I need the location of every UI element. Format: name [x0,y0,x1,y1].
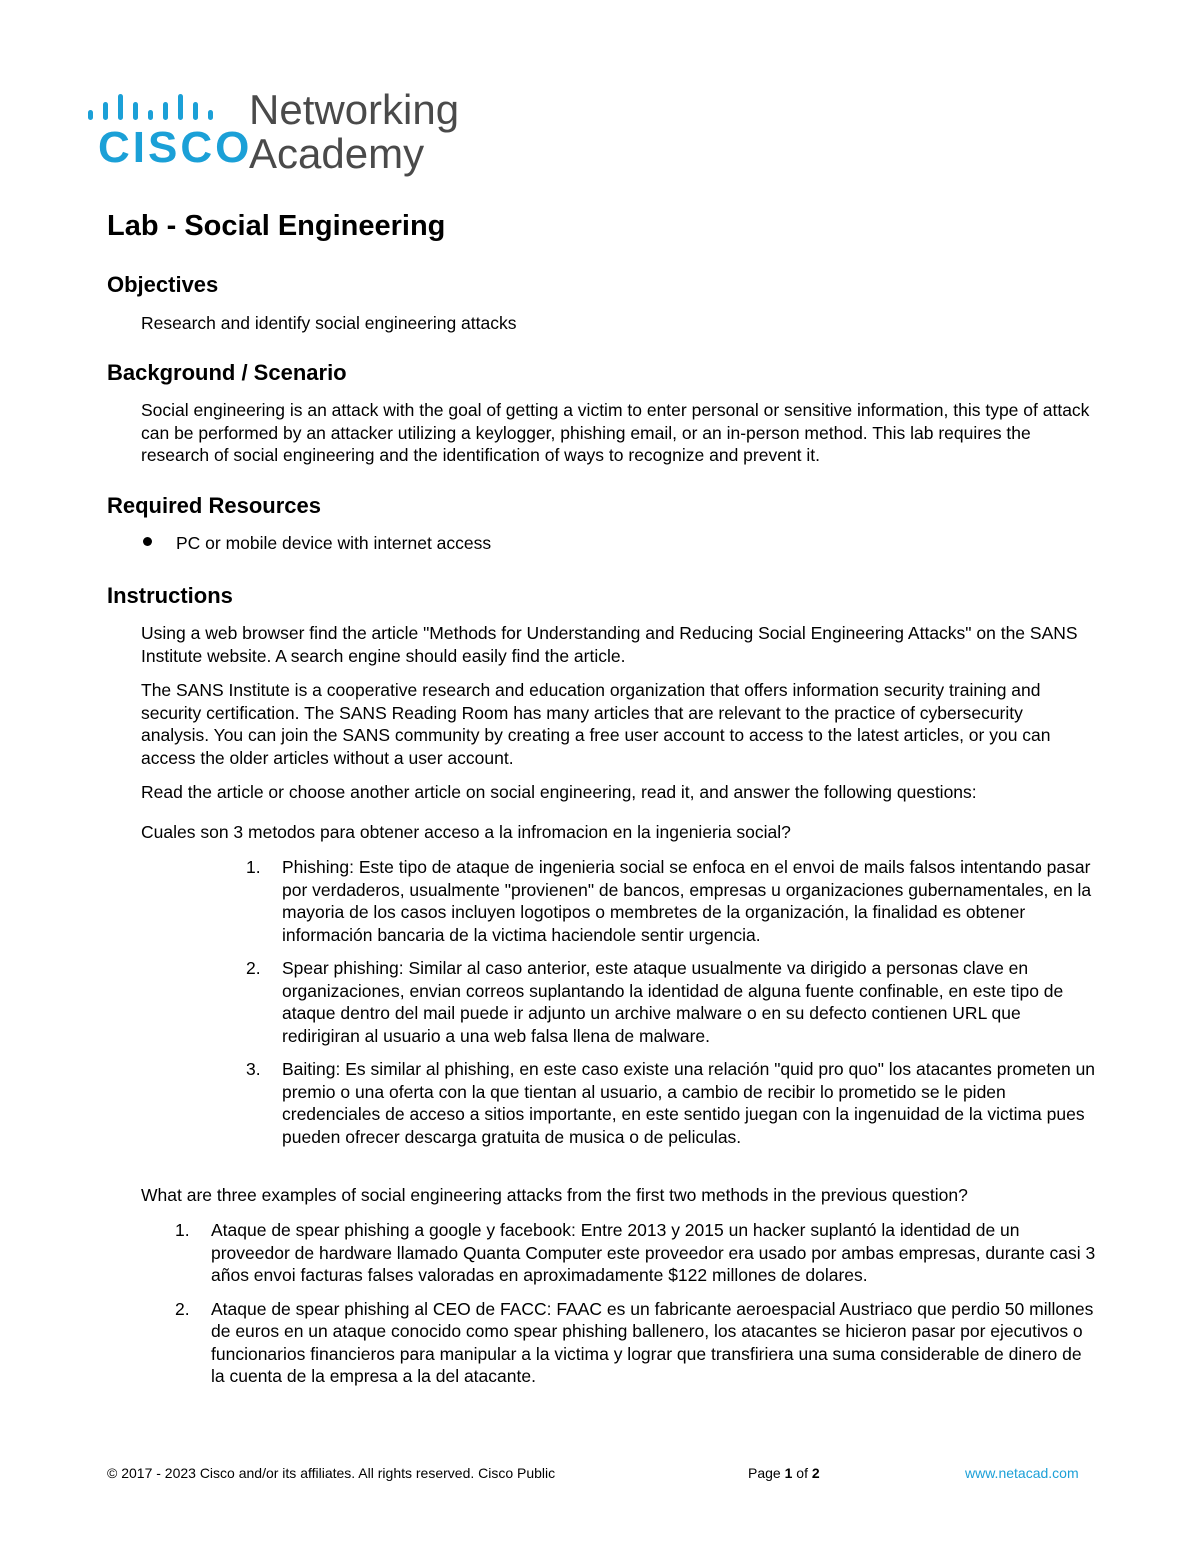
instructions-heading: Instructions [107,583,233,608]
objectives-text: Research and identify social engineering attacks [141,313,517,333]
footer-page-number: Page 1 of 2 [748,1465,820,1481]
footer-website-link[interactable]: www.netacad.com [965,1465,1079,1481]
list-item: 3. Baiting: Es similar al phishing, en este caso existe una relación "quid pro quo" los atacantes prometen un premio o una oferta con la que tientan al usuario, a cambio de recibir lo prometido se le piden credenciales de acceso a sitios importante, en este sentido juegan con la ingenuidad de la victima pues pueden ofrecer descarga gratuita de musica o de peliculas. [246,1059,1096,1147]
cisco-networking-academy-logo [86,88,466,180]
footer-copyright: © 2017 - 2023 Cisco and/or its affiliates. All rights reserved. Cisco Public [107,1465,556,1481]
question-2-answers [175,1219,1096,1399]
resources-item: PC or mobile device with internet access [176,533,492,553]
list-item: 2. Spear phishing: Similar al caso anterior, este ataque usualmente va dirigido a personas clave en organizaciones, envian correos suplantando la identidad de alguna fuente confinable, en este tipo de ataque dentro del mail puede ir adjunto un archive malware o en su defecto contienen URL que redirigiran al usuario a una web falsa llena de malware. [246,958,1064,1046]
resources-heading: Required Resources [107,493,321,518]
instructions-p1: Using a web browser find the article "Methods for Understanding and Reducing Social Engineering Attacks" on the SANS Institute website. A search engine should easily find the article. [141,623,1078,666]
instructions-p3: Read the article or choose another article on social engineering, read it, and answer the following questions: [141,782,977,802]
question-2: What are three examples of social engineering attacks from the first two methods in the previous question? [141,1185,968,1205]
cisco-bars-icon [86,92,236,124]
background-heading: Background / Scenario [107,360,347,385]
academy-wordmark: Networking Academy [249,86,460,177]
instructions-p2: The SANS Institute is a cooperative research and education organization that offers information security training and security certification. The SANS Reading Room has many articles that are relevant to the practice of cybersecurity analysis. You can join the SANS community by creating a free user account to access to the latest articles, or you can access the older articles without a user account. [141,680,1051,768]
page-title: Lab - Social Engineering [107,210,446,242]
list-item: 1. Ataque de spear phishing a google y facebook: Entre 2013 y 2015 un hacker suplantó la identidad de un proveedor de hardware llamado Quanta Computer este proveedor era usado por ambas empresas, durante casi 3 años envoi facturas falses valoradas en aproximadamente $122 millones de dolares. [175,1220,1096,1285]
background-text: Social engineering is an attack with the goal of getting a victim to enter personal or sensitive information, this type of attack can be performed by an attacker utilizing a keylogger, phishing email, or an in-person method. This lab requires the research of social engineering and the identification of ways to recognize and prevent it. [141,400,1090,465]
question-1: Cuales son 3 metodos para obtener acceso a la infromacion en la ingenieria social? [141,822,791,842]
objectives-heading: Objectives [107,272,219,297]
cisco-wordmark: CISCO [98,123,253,172]
list-item: 1. Phishing: Este tipo de ataque de ingenieria social se enfoca en el envoi de mails falsos intentando pasar por verdaderos, usualmente "provienen" de bancos, empresas u organizaciones gubernamentales, en la mayoria de los casos incluyen logotipos o membretes de la organización, la finalidad es obtener información bancaria de la victima haciendole sentir urgencia. [246,857,1092,945]
bullet-icon [143,537,152,546]
question-1-answers [246,856,1097,1159]
list-item: 2. Ataque de spear phishing al CEO de FACC: FAAC es un fabricante aeroespacial Austriaco que perdio 50 millones de euros en un ataque conocido como spear phishing ballenero, los atacantes se hicieron pasar por ejecutivos o funcionarios financieros para manipular a la victima y lograr que transfiriera una suma considerable de dinero de la cuenta de la empresa a la del atacante. [175,1298,1094,1386]
